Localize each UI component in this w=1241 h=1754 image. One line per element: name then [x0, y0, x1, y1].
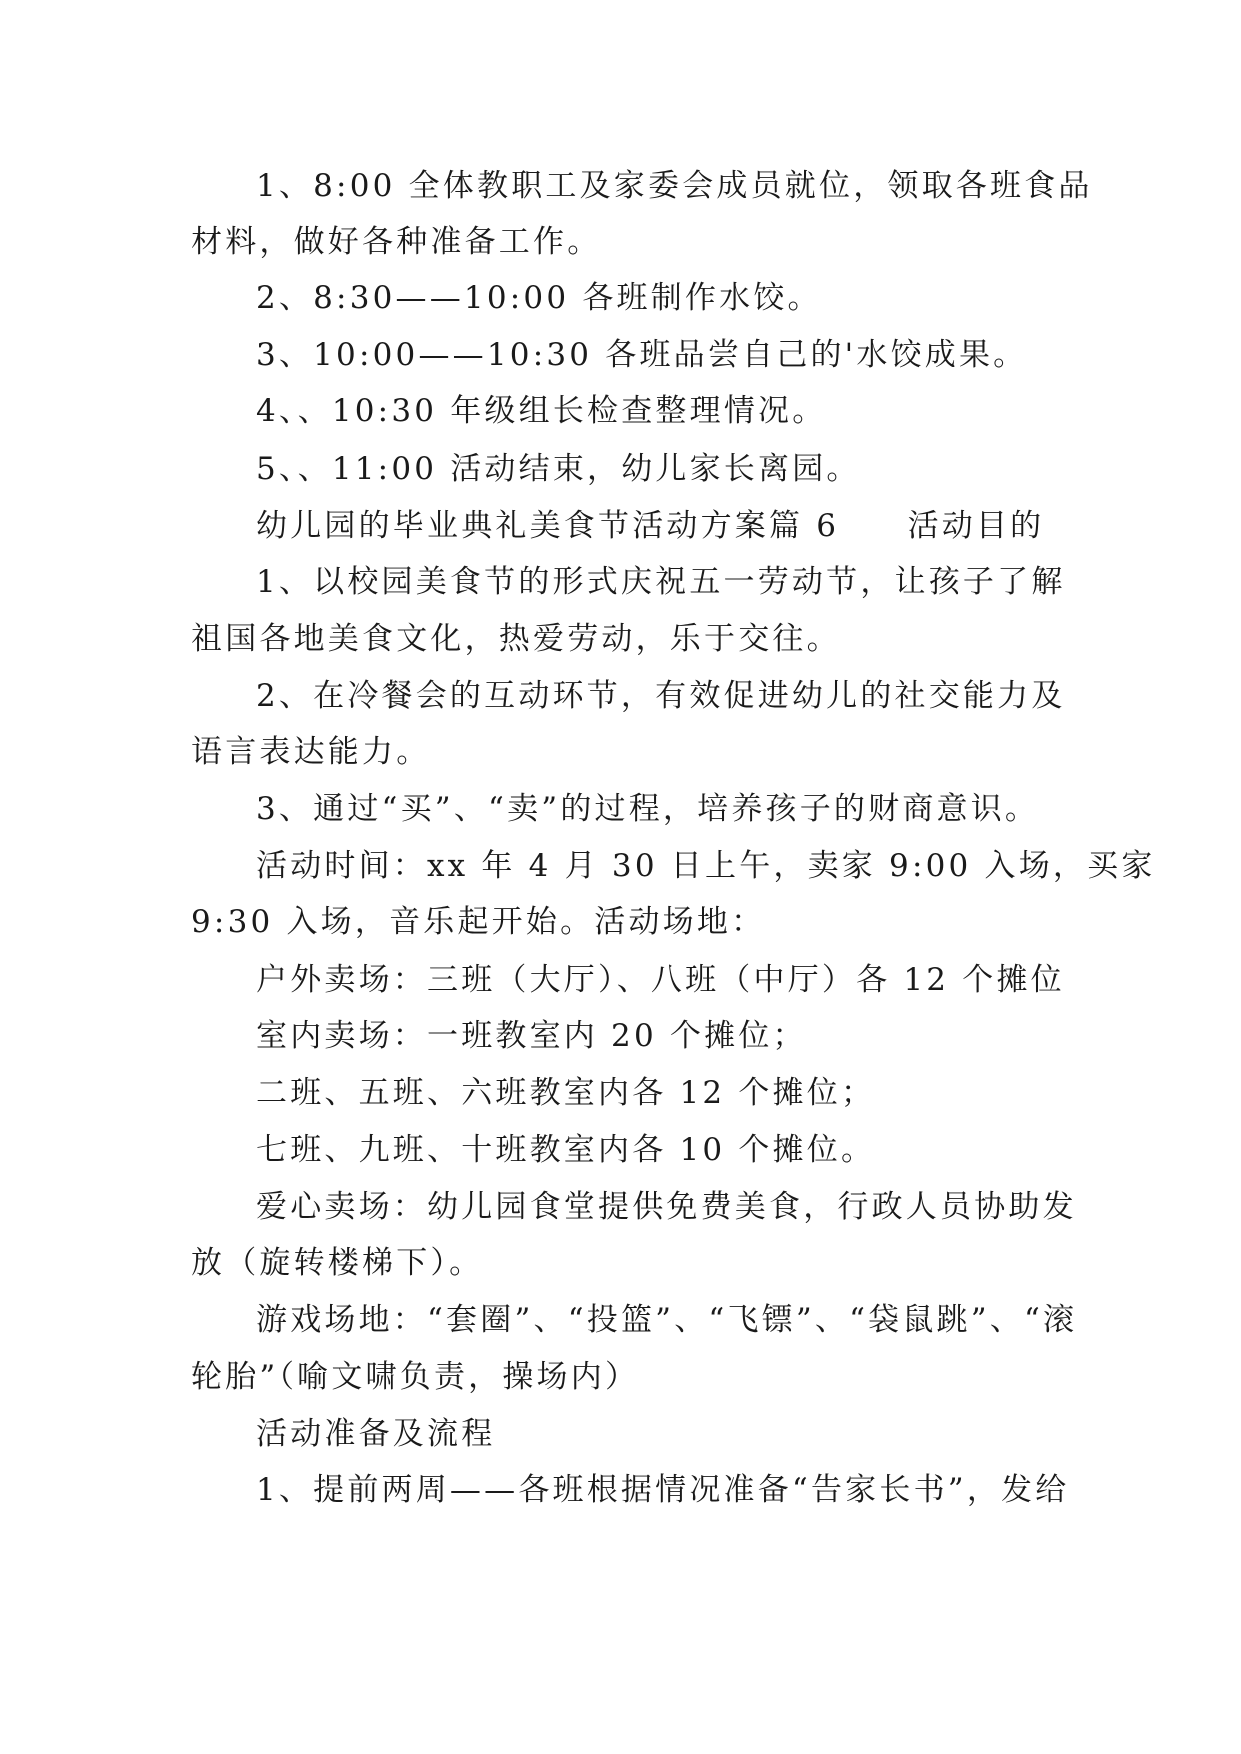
paragraph-line: 活动时间：xx 年 4 月 30 日上午，卖家 9:00 入场，买家	[256, 848, 1156, 884]
paragraph-line: 4、、10:30 年级组长检查整理情况。	[256, 393, 827, 429]
paragraph-line: 室内卖场：一班教室内 20 个摊位；	[256, 1018, 807, 1054]
paragraph-line: 1、提前两周——各班根据情况准备“告家长书”，发给	[256, 1472, 1070, 1508]
paragraph-line: 1、8:00 全体教职工及家委会成员就位，领取各班食品	[256, 168, 1093, 204]
section-heading: 幼儿园的毕业典礼美食节活动方案篇 6 活动目的	[256, 508, 1045, 544]
paragraph-line: 游戏场地：“套圈”、“投篮”、“飞镖”、“袋鼠跳”、“滚	[256, 1302, 1078, 1338]
paragraph-line: 3、10:00——10:30 各班品尝自己的'水饺成果。	[256, 337, 1028, 373]
paragraph-line: 轮胎”（喻文啸负责，操场内）	[191, 1359, 640, 1395]
paragraph-line: 爱心卖场：幼儿园食堂提供免费美食，行政人员协助发	[256, 1189, 1077, 1225]
paragraph-line: 2、在冷餐会的互动环节，有效促进幼儿的社交能力及	[256, 678, 1066, 714]
paragraph-line: 户外卖场：三班（大厅）、八班（中厅）各 12 个摊位	[256, 962, 1065, 998]
paragraph-line: 七班、九班、十班教室内各 10 个摊位。	[256, 1132, 876, 1168]
paragraph-line: 3、通过“买”、“卖”的过程，培养孩子的财商意识。	[256, 791, 1040, 827]
paragraph-line: 2、8:30——10:00 各班制作水饺。	[256, 280, 822, 316]
paragraph-line: 9:30 入场，音乐起开始。活动场地：	[191, 904, 766, 940]
paragraph-line: 5、、11:00 活动结束，幼儿家长离园。	[256, 451, 861, 487]
paragraph-line: 语言表达能力。	[191, 734, 431, 770]
paragraph-line: 1、以校园美食节的形式庆祝五一劳动节，让孩子了解	[256, 564, 1066, 600]
paragraph-line: 放（旋转楼梯下）。	[191, 1245, 484, 1281]
paragraph-line: 材料，做好各种准备工作。	[191, 224, 602, 260]
paragraph-line: 祖国各地美食文化，热爱劳动，乐于交往。	[191, 621, 841, 657]
paragraph-line: 二班、五班、六班教室内各 12 个摊位；	[256, 1075, 876, 1111]
section-heading: 活动准备及流程	[256, 1416, 496, 1452]
